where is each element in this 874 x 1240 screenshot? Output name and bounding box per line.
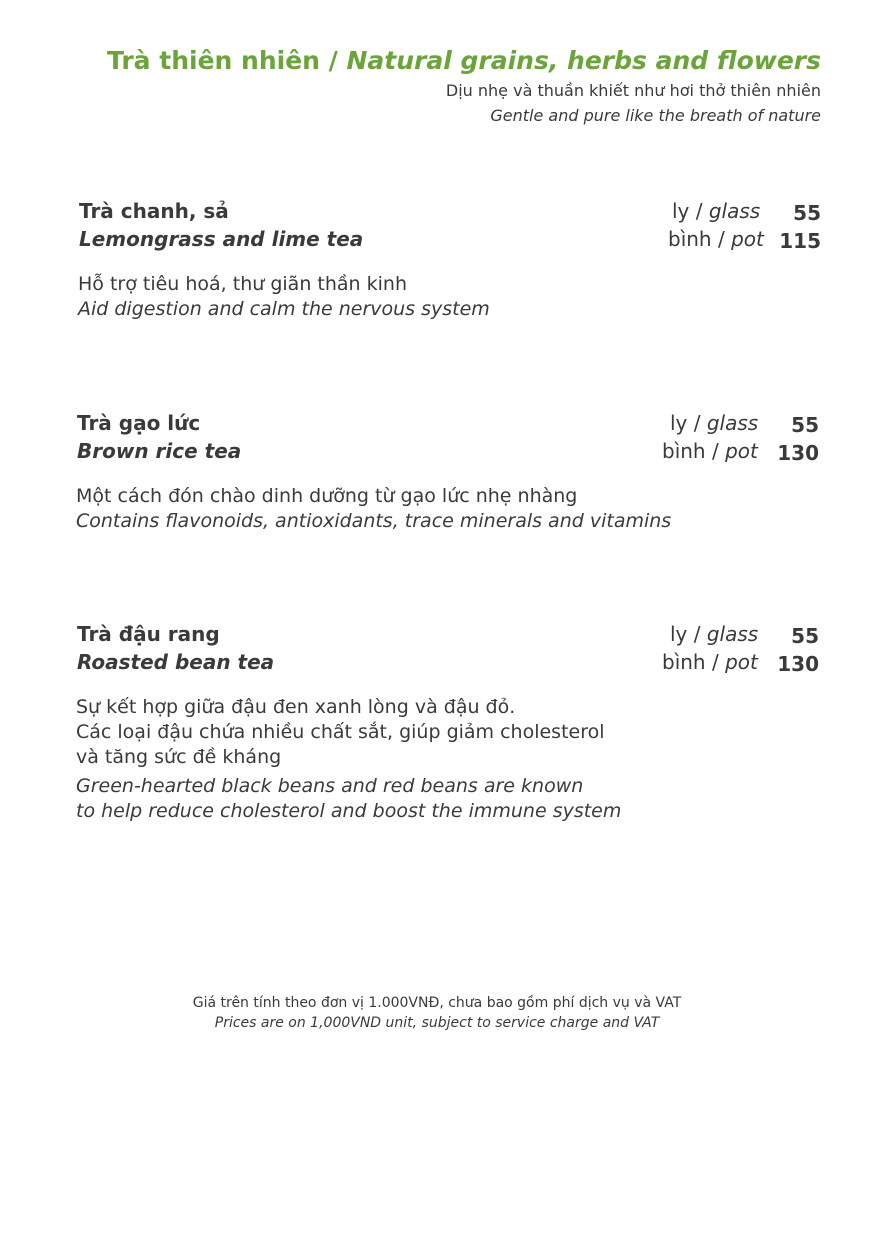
subtitle-en: Gentle and pure like the breath of nature: [490, 106, 821, 125]
unit-pot-vi: bình /: [662, 439, 726, 463]
item-name-vi: Trà đậu rang: [77, 622, 220, 646]
price-glass: 55: [791, 413, 819, 437]
price-note: [0, 993, 874, 1033]
unit-glass-vi: ly /: [672, 199, 709, 223]
item-name-vi: Trà chanh, sả: [79, 199, 229, 223]
unit-glass-en: glass: [706, 622, 759, 646]
price-pot: 115: [779, 229, 821, 253]
unit-glass: [670, 622, 758, 646]
unit-pot-vi: bình /: [668, 227, 732, 251]
unit-glass: [670, 411, 758, 435]
unit-pot-vi: bình /: [662, 650, 726, 674]
item-name-vi: Trà gạo lức: [77, 411, 201, 435]
item-desc-vi-line1: Sự kết hợp giữa đậu đen xanh lòng và đậu đỏ.: [76, 696, 516, 718]
price-pot: 130: [777, 652, 819, 676]
item-name-en: Lemongrass and lime tea: [79, 227, 364, 251]
menu-header: [107, 44, 821, 128]
unit-pot: [662, 650, 758, 674]
title-en: Natural grains, herbs and flowers: [346, 46, 821, 75]
section-title: [107, 44, 821, 78]
unit-pot: [662, 439, 758, 463]
unit-glass-vi: ly /: [670, 411, 707, 435]
item-name-en: Roasted bean tea: [77, 650, 275, 674]
unit-glass: [672, 199, 760, 223]
item-desc-en-line2: to help reduce cholesterol and boost the immune system: [76, 800, 622, 822]
price-note-en: Prices are on 1,000VND unit, subject to service charge and VAT: [214, 1015, 660, 1031]
item-desc-en: Contains flavonoids, antioxidants, trace minerals and vitamins: [76, 510, 672, 532]
unit-pot-en: pot: [731, 227, 764, 251]
price-glass: 55: [791, 624, 819, 648]
unit-glass-en: glass: [708, 199, 761, 223]
subtitle-vi: Dịu nhẹ và thuần khiết như hơi thở thiên nhiên: [445, 81, 821, 100]
item-desc-vi: Một cách đón chào dinh dưỡng từ gạo lức nhẹ nhàng: [76, 485, 578, 507]
item-desc-vi-line2: Các loại đậu chứa nhiều chất sắt, giúp giảm cholesterol: [76, 721, 605, 743]
item-desc-en-line1: Green-hearted black beans and red beans are known: [76, 775, 584, 797]
item-name-en: Brown rice tea: [77, 439, 242, 463]
price-pot: 130: [777, 441, 819, 465]
item-desc-vi: Hỗ trợ tiêu hoá, thư giãn thần kinh: [78, 273, 407, 295]
unit-glass-en: glass: [706, 411, 759, 435]
unit-pot: [668, 227, 764, 251]
item-desc-vi-line3: và tăng sức đề kháng: [76, 746, 282, 768]
unit-pot-en: pot: [725, 439, 758, 463]
unit-glass-vi: ly /: [670, 622, 707, 646]
price-glass: 55: [793, 201, 821, 225]
price-note-vi: Giá trên tính theo đơn vị 1.000VNĐ, chưa bao gồm phí dịch vụ và VAT: [192, 995, 682, 1011]
title-vi: Trà thiên nhiên /: [107, 46, 347, 75]
unit-pot-en: pot: [725, 650, 758, 674]
item-desc-en: Aid digestion and calm the nervous system: [78, 298, 490, 320]
